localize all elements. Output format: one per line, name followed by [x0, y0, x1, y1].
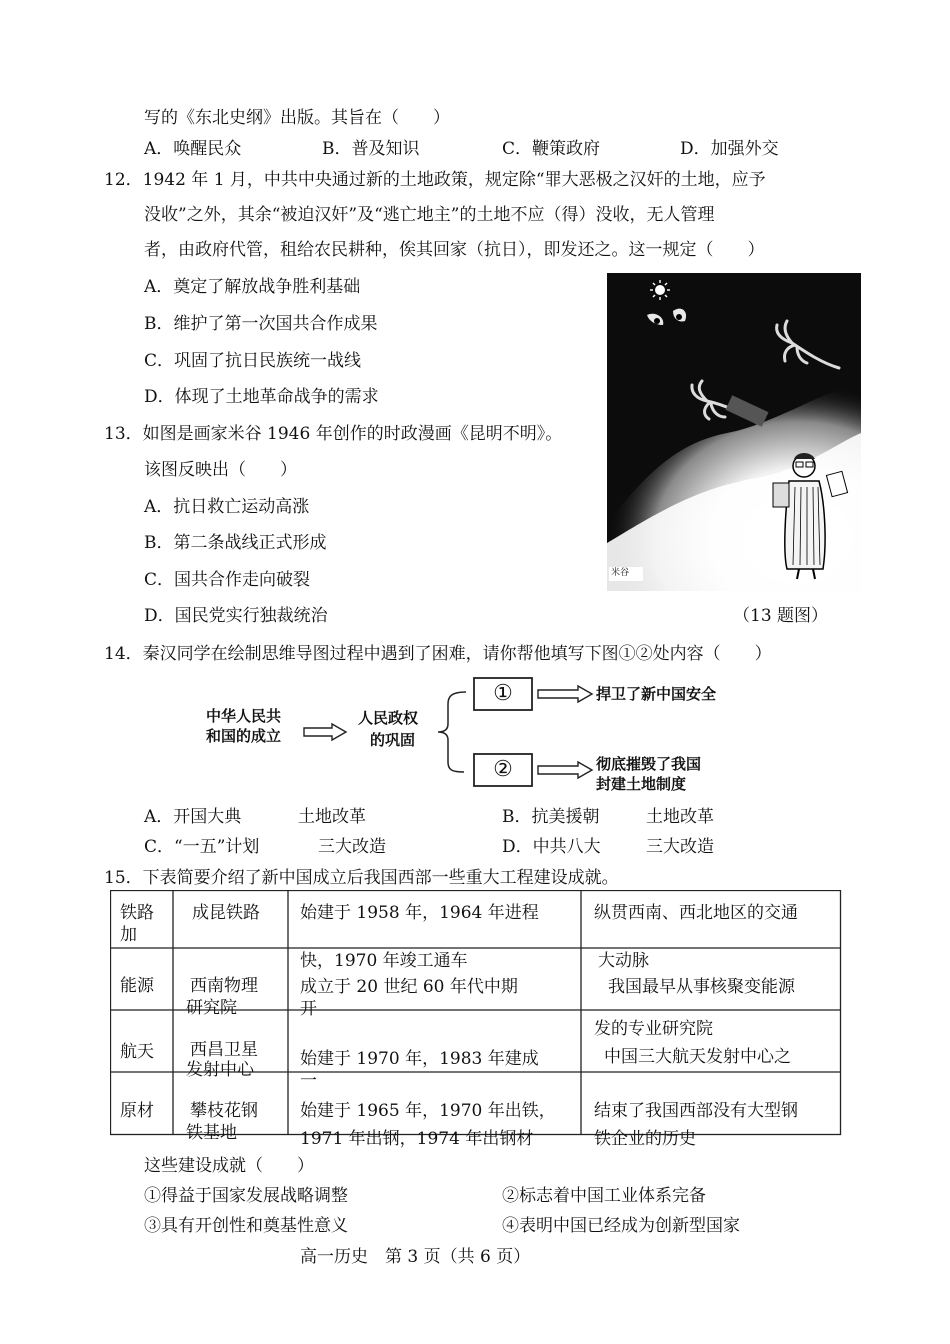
- q13-figure-caption: （13 题图）: [733, 606, 829, 626]
- q14-option-a: A．开国大典: [144, 807, 242, 827]
- table-r2-c3-l3: 开: [300, 999, 317, 1019]
- q14-option-c: C．“一五”计划: [144, 837, 260, 857]
- q12-option-d: D．体现了土地革命战争的需求: [144, 387, 379, 407]
- table-r1-c1-l2: 加: [120, 925, 137, 945]
- q15-statement-4: ④表明中国已经成为创新型国家: [502, 1216, 740, 1236]
- table-r2-c2-l2: 研究院: [186, 998, 237, 1018]
- diagram-box2-label: ②: [493, 757, 513, 782]
- diagram-right2-line2: 封建土地制度: [596, 775, 687, 793]
- cartoon-signature: 米谷: [611, 568, 630, 578]
- q11-stem-tail: 写的《东北史纲》出版。其旨在（ ）: [144, 108, 450, 128]
- table-r3-c2-l2: 发射中心: [186, 1060, 254, 1080]
- q14-stem: 14．秦汉同学在绘制思维导图过程中遇到了困难，请你帮他填写下图①②处内容（ ）: [104, 644, 772, 664]
- q15-statement-2: ②标志着中国工业体系完备: [502, 1186, 706, 1206]
- table-r2-c4-l1: 大动脉: [598, 951, 649, 971]
- table-r2-c3-l2: 成立于 20 世纪 60 年代中期: [300, 977, 518, 997]
- q12-option-b: B．维护了第一次国共合作成果: [144, 314, 378, 334]
- table-r2-c2-l1: 西南物理: [190, 976, 258, 996]
- q11-option-c: C．鞭策政府: [502, 139, 601, 159]
- table-r3-c1: 航天: [120, 1042, 154, 1062]
- table-r1-c4: 纵贯西南、西北地区的交通: [594, 903, 798, 923]
- diagram-mid-line2: 的巩固: [370, 731, 416, 749]
- table-r3-c4-l2: 中国三大航天发射中心之: [604, 1047, 791, 1067]
- table-r3-c3-l1: 始建于 1970 年，1983 年建成: [300, 1049, 539, 1069]
- diagram-mid-line1: 人民政权: [358, 709, 419, 727]
- table-r4-c1: 原材: [120, 1101, 154, 1121]
- table-r1-c1-l1: 铁路: [120, 903, 154, 923]
- table-r2-c4-l2: 我国最早从事核聚变能源: [608, 977, 795, 997]
- diagram-box1-label: ①: [493, 681, 513, 706]
- cartoon-image: [607, 273, 861, 591]
- page-footer: 高一历史 第 3 页（共 6 页）: [300, 1247, 531, 1267]
- table-r4-c4-l2: 铁企业的历史: [594, 1129, 696, 1149]
- q13-stem-line1: 13．如图是画家米谷 1946 年创作的时政漫画《昆明不明》。: [104, 424, 563, 444]
- q13-option-c: C．国共合作走向破裂: [144, 570, 311, 590]
- q13-option-b: B．第二条战线正式形成: [144, 533, 327, 553]
- q13-option-a: A．抗日救亡运动高涨: [144, 497, 310, 517]
- diagram-right1: 捍卫了新中国安全: [596, 685, 717, 703]
- q12-option-a: A．奠定了解放战争胜利基础: [144, 277, 361, 297]
- q13-stem-line2: 该图反映出（ ）: [144, 460, 297, 480]
- table-r3-c2-l1: 西昌卫星: [190, 1040, 258, 1060]
- q12-option-c: C．巩固了抗日民族统一战线: [144, 351, 362, 371]
- mind-map-diagram: [200, 674, 760, 804]
- q14-option-b: B．抗美援朝: [502, 807, 600, 827]
- table-r1-c2: 成昆铁路: [192, 903, 260, 923]
- table-r4-c2-l2: 铁基地: [186, 1123, 237, 1143]
- diagram-right2-line1: 彻底摧毁了我国: [596, 755, 702, 773]
- diagram-left-line2: 和国的成立: [206, 727, 282, 745]
- q11-option-b: B．普及知识: [322, 139, 420, 159]
- table-r4-c3-l2: 1971 年出钢，1974 年出钢材: [300, 1129, 534, 1149]
- q12-stem-line1: 12．1942 年 1 月，中共中央通过新的土地政策，规定除“罪大恶极之汉奸的土地，应予: [104, 170, 766, 190]
- table-r4-c3-l1: 始建于 1965 年，1970 年出铁，: [300, 1101, 556, 1121]
- q11-option-d: D．加强外交: [680, 139, 779, 159]
- q14-option-d: D．中共八大: [502, 837, 601, 857]
- table-r3-c3-l2: 一: [300, 1071, 317, 1091]
- table-r3-c4-l1: 发的专业研究院: [594, 1019, 713, 1039]
- table-r2-c1: 能源: [120, 976, 154, 996]
- q14-option-d-second: 三大改造: [646, 837, 714, 857]
- table-r4-c4-l1: 结束了我国西部没有大型钢: [594, 1101, 798, 1121]
- diagram-left-line1: 中华人民共: [206, 707, 282, 725]
- q13-option-d: D．国民党实行独裁统治: [144, 606, 328, 626]
- q15-statement-1: ①得益于国家发展战略调整: [144, 1186, 348, 1206]
- q11-option-a: A．唤醒民众: [144, 139, 242, 159]
- q15-question: 这些建设成就（ ）: [144, 1156, 314, 1176]
- q12-stem-line3: 者，由政府代管，租给农民耕种，俟其回家（抗日），即发还之。这一规定（ ）: [144, 240, 765, 260]
- q14-option-a-second: 土地改革: [298, 807, 366, 827]
- q15-stem: 15．下表简要介绍了新中国成立后我国西部一些重大工程建设成就。: [104, 868, 619, 888]
- q14-option-b-second: 土地改革: [646, 807, 714, 827]
- q12-stem-line2: 没收”之外，其余“被迫汉奸”及“逃亡地主”的土地不应（得）没收，无人管理: [144, 205, 715, 225]
- q15-statement-3: ③具有开创性和奠基性意义: [144, 1216, 348, 1236]
- table-r4-c2-l1: 攀枝花钢: [190, 1101, 258, 1121]
- table-r1-c3: 始建于 1958 年，1964 年进程: [300, 903, 539, 923]
- q14-option-c-second: 三大改造: [318, 837, 386, 857]
- table-r2-c3-l1: 快，1970 年竣工通车: [300, 951, 468, 971]
